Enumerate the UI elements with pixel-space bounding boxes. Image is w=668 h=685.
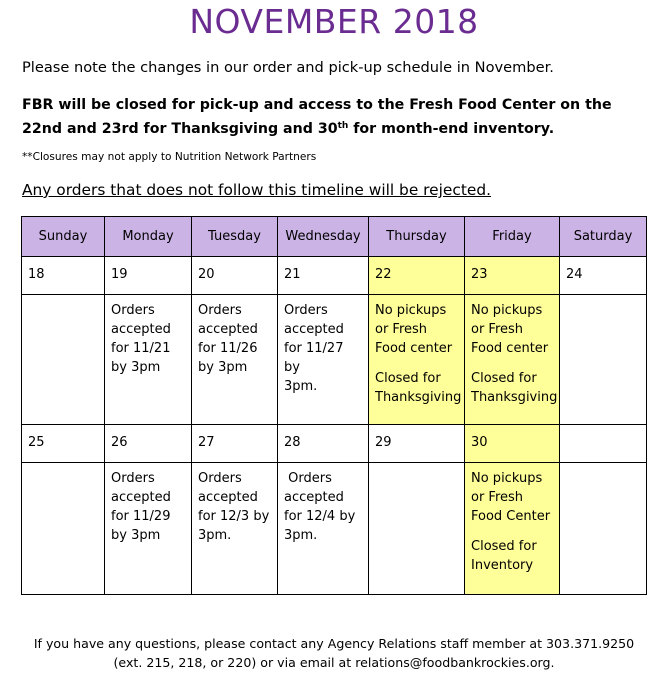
schedule-cell-empty — [369, 463, 465, 595]
closure-notice-text-end: for month-end inventory. — [348, 121, 555, 137]
date-cell: 26 — [105, 425, 192, 463]
schedule-cell — [192, 295, 278, 425]
cell-text: Closed for — [375, 371, 441, 386]
cell-text: No pickups — [375, 303, 447, 318]
cell-text: for 11/21 — [111, 341, 171, 356]
date-cell — [560, 425, 647, 463]
schedule-cell-empty — [560, 463, 647, 595]
cell-text: for 12/4 by — [284, 509, 356, 524]
header-friday: Friday — [465, 217, 560, 257]
schedule-cell — [278, 295, 369, 425]
rejection-warning: Any orders that does not follow this timeline will be rejected. — [22, 181, 492, 199]
footer-line: If you have any questions, please contact any Agency Relations staff member at 303.371.9250 — [33, 636, 635, 651]
cell-text: or Fresh — [471, 490, 524, 505]
schedule-cell — [105, 295, 192, 425]
cell-text: by 3pm — [111, 528, 161, 543]
week2-schedule-row — [22, 463, 647, 595]
header-thursday: Thursday — [369, 217, 465, 257]
schedule-cell — [278, 463, 369, 595]
cell-text: Orders — [111, 303, 155, 318]
date-cell-highlighted: 30 — [465, 425, 560, 463]
date-cell-highlighted: 22 — [369, 257, 465, 295]
cell-text: accepted — [198, 322, 258, 337]
date-cell: 21 — [278, 257, 369, 295]
schedule-cell-closed — [369, 295, 465, 425]
date-cell: 18 — [22, 257, 105, 295]
cell-text: accepted — [111, 490, 171, 505]
calendar-table — [21, 216, 647, 595]
week2-date-row — [22, 425, 647, 463]
cell-text: Orders — [284, 303, 328, 318]
schedule-cell — [105, 463, 192, 595]
cell-text: or Fresh — [471, 322, 524, 337]
cell-text: Orders — [198, 471, 242, 486]
cell-text: Closed for — [471, 539, 537, 554]
cell-spacer — [471, 526, 553, 537]
cell-text: Thanksgiving — [375, 390, 462, 405]
cell-text: by 3pm — [111, 360, 161, 375]
cell-text: Orders — [284, 471, 332, 486]
cell-text: Food center — [471, 341, 549, 356]
cell-text: accepted — [284, 322, 344, 337]
date-cell-highlighted: 23 — [465, 257, 560, 295]
closure-notice — [22, 93, 652, 141]
date-cell: 25 — [22, 425, 105, 463]
cell-text: Orders — [198, 303, 242, 318]
date-cell: 24 — [560, 257, 647, 295]
schedule-cell-empty — [22, 295, 105, 425]
cell-text: for 11/29 — [111, 509, 171, 524]
cell-spacer — [471, 358, 553, 369]
cell-spacer — [375, 358, 458, 369]
cell-text: Food center — [375, 341, 453, 356]
cell-text: 3pm. — [198, 528, 232, 543]
cell-text: 3pm. — [284, 528, 318, 543]
cell-text: Food Center — [471, 509, 551, 524]
closure-notice-text: FBR will be closed for pick-up and access to the Fresh Food Center on the 22nd and 23rd for Thanksgiving and 30 — [22, 97, 612, 137]
cell-text: or Fresh — [375, 322, 428, 337]
cell-text: for 11/27 by — [284, 341, 344, 375]
cell-text: accepted — [111, 322, 171, 337]
header-wednesday: Wednesday — [278, 217, 369, 257]
footer-line: (ext. 215, 218, or 220) or via email at relations@foodbankrockies.org. — [113, 655, 555, 670]
date-cell: 20 — [192, 257, 278, 295]
cell-text: Orders — [111, 471, 155, 486]
header-tuesday: Tuesday — [192, 217, 278, 257]
cell-text: by 3pm — [198, 360, 248, 375]
contact-footer — [0, 634, 668, 672]
cell-text: Inventory — [471, 558, 534, 573]
closure-notice-superscript: th — [337, 121, 349, 131]
cell-text: No pickups — [471, 471, 543, 486]
cell-text: No pickups — [471, 303, 543, 318]
intro-text: Please note the changes in our order and pick-up schedule in November. — [22, 59, 554, 76]
date-cell: 19 — [105, 257, 192, 295]
cell-text: for 11/26 — [198, 341, 258, 356]
schedule-cell-closed — [465, 463, 560, 595]
week1-schedule-row — [22, 295, 647, 425]
header-saturday: Saturday — [560, 217, 647, 257]
cell-text: Thanksgiving — [471, 390, 558, 405]
date-cell: 27 — [192, 425, 278, 463]
date-cell: 28 — [278, 425, 369, 463]
weekday-header-row — [22, 217, 647, 257]
cell-text: Closed for — [471, 371, 537, 386]
header-monday: Monday — [105, 217, 192, 257]
schedule-cell-closed — [465, 295, 560, 425]
date-cell: 29 — [369, 425, 465, 463]
cell-text: 3pm. — [284, 379, 318, 394]
schedule-cell-empty — [22, 463, 105, 595]
page-title: NOVEMBER 2018 — [189, 2, 479, 41]
footnote: **Closures may not apply to Nutrition Network Partners — [22, 151, 317, 163]
schedule-cell — [192, 463, 278, 595]
week1-date-row — [22, 257, 647, 295]
header-sunday: Sunday — [22, 217, 105, 257]
cell-text: accepted — [198, 490, 258, 505]
cell-text: for 12/3 by — [198, 509, 270, 524]
schedule-cell-empty — [560, 295, 647, 425]
cell-text: accepted — [284, 490, 344, 505]
